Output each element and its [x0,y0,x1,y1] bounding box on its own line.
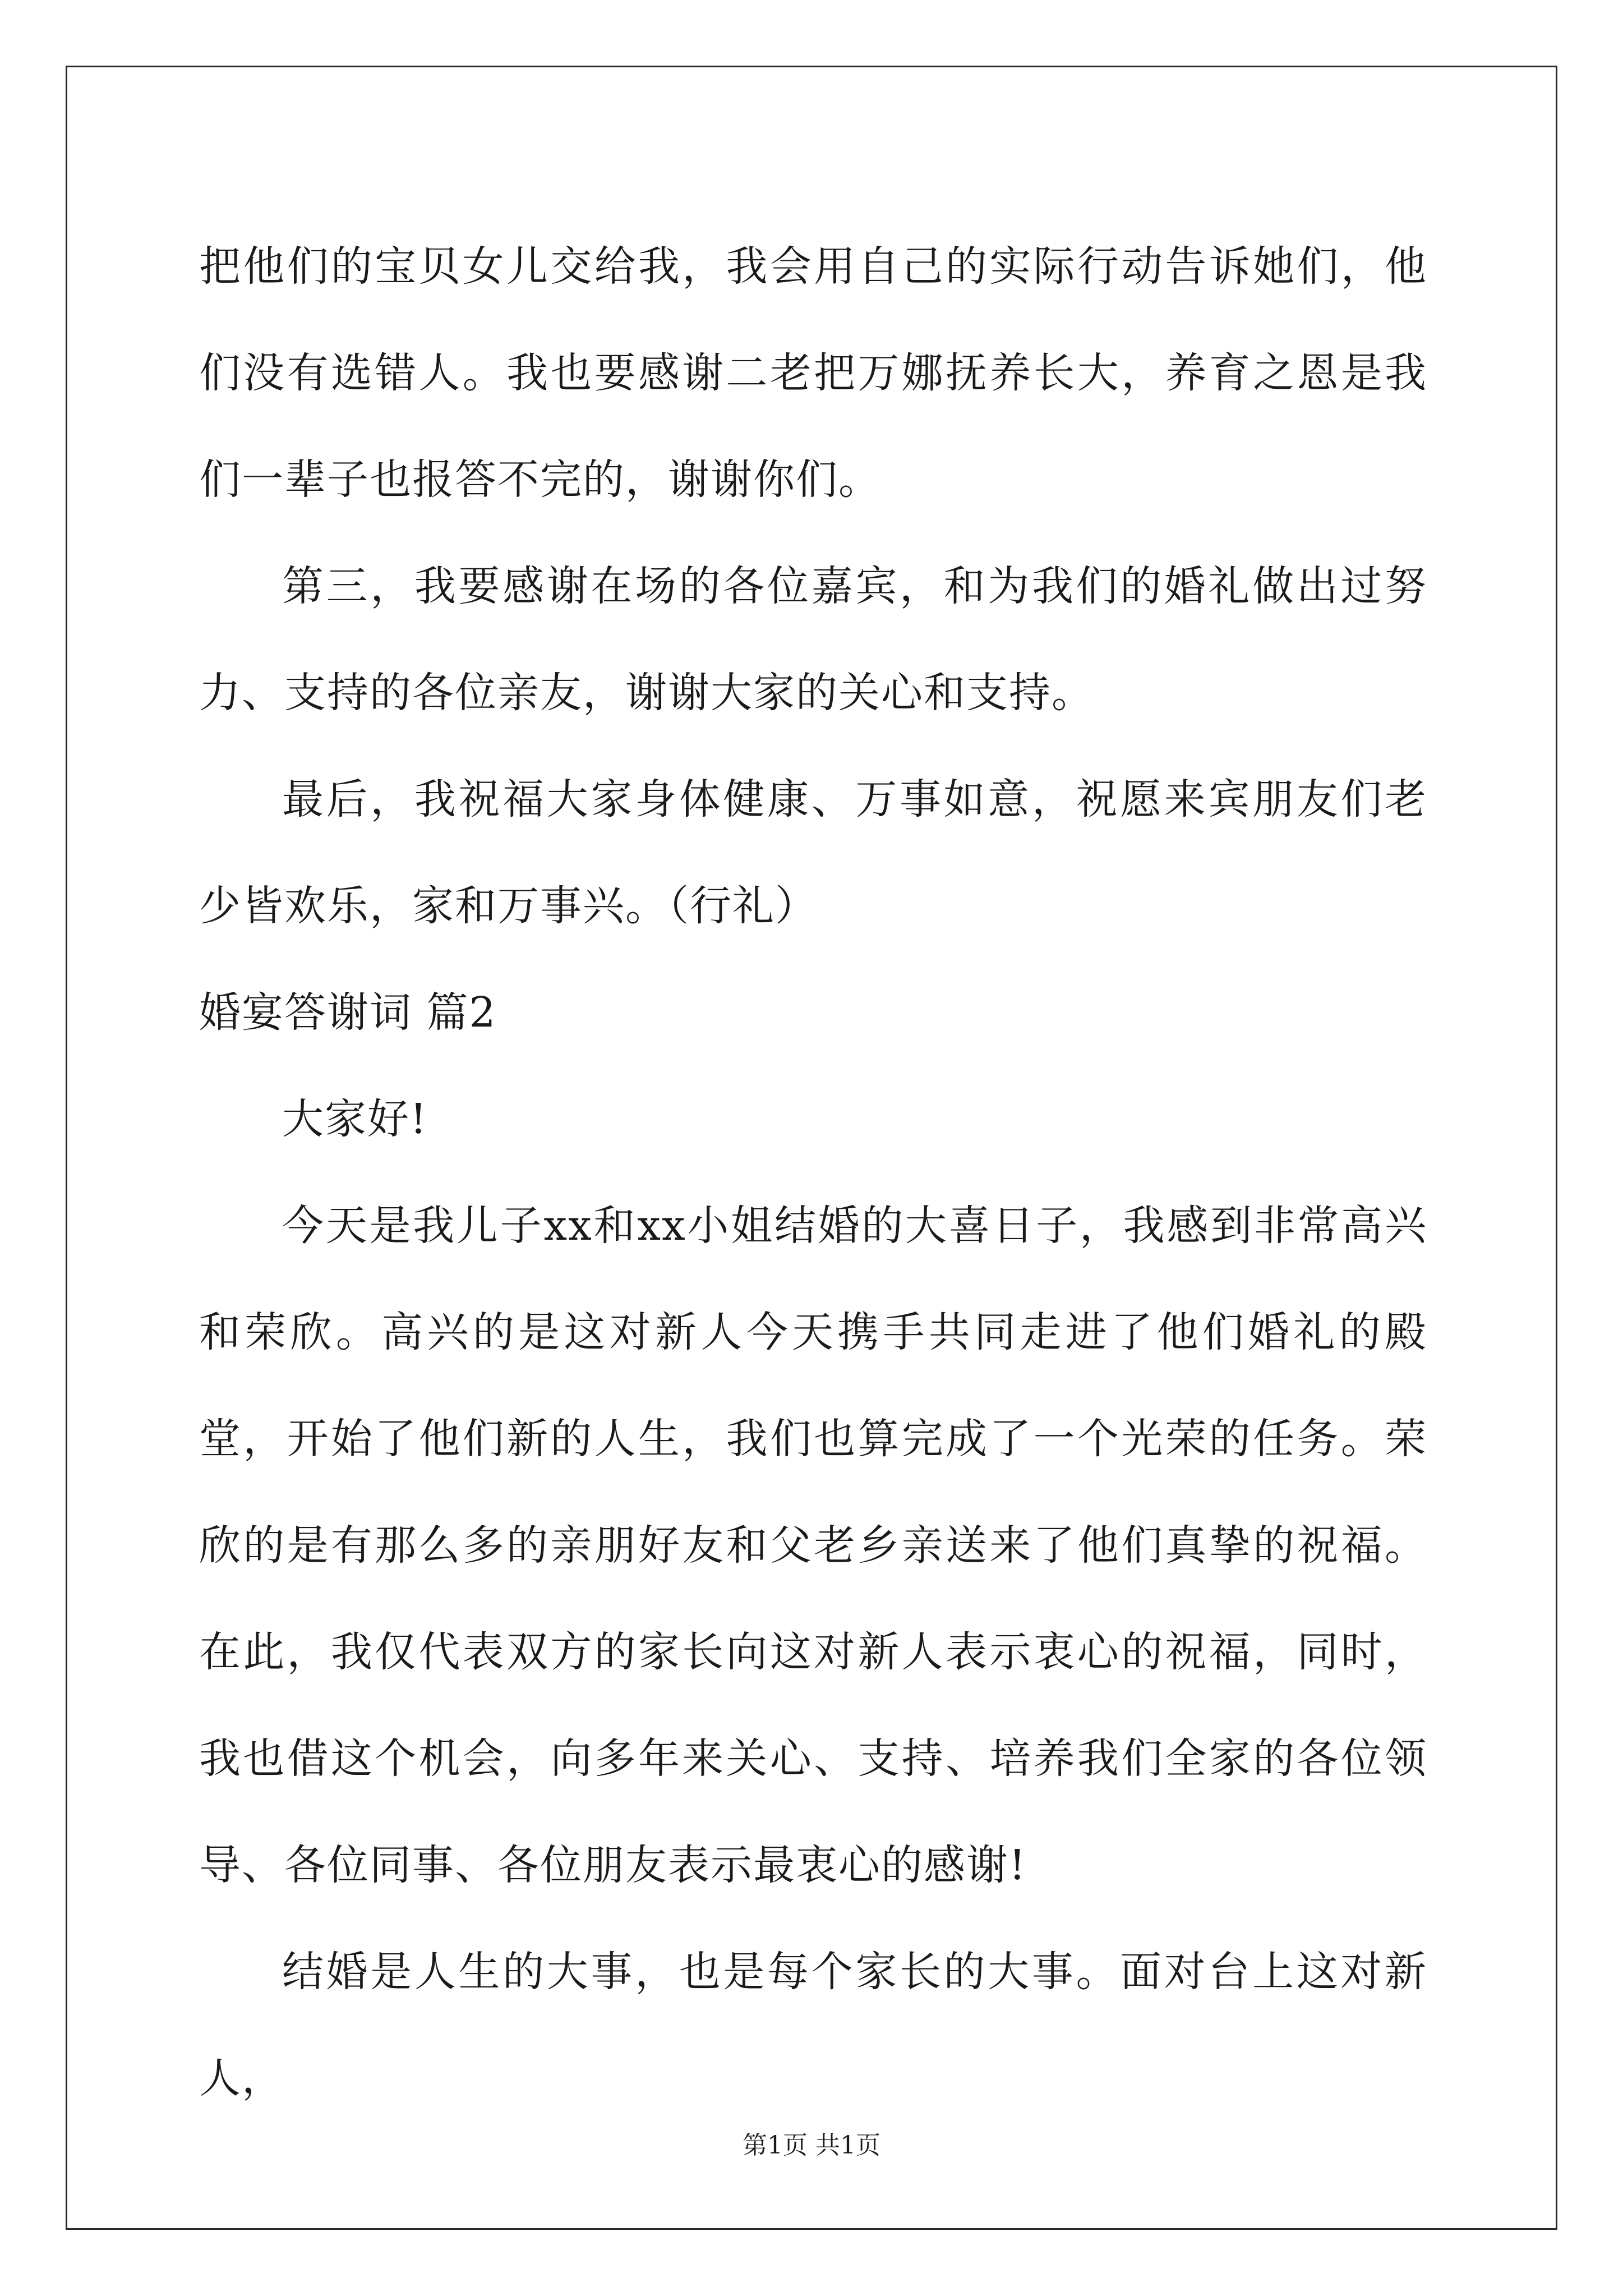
page-number-footer: 第1页 共1页 [743,2131,880,2160]
paragraph-1: 把他们的宝贝女儿交给我，我会用自己的实际行动告诉她们，他们没有选错人。我也要感谢二老把万娜抚养长大，养育之恩是我们一辈子也报答不完的，谢谢你们。 [199,242,1427,504]
paragraph-greeting: 大家好! [282,1095,428,1143]
section-heading: 婚宴答谢词 篇2 [199,988,497,1037]
paragraph-4: 今天是我儿子xx和xx小姐结婚的大喜日子，我感到非常高兴和荣欣。高兴的是这对新人今天携手共同走进了他们婚礼的殿堂，开始了他们新的人生，我们也算完成了一个光荣的任务。荣欣的是有那么多的亲朋好友和父老乡亲送来了他们真挚的祝福。在此，我仅代表双方的家长向这对新人表示衷心的祝福，同时，我也借这个机会，向多年来关心、支持、培养我们全家的各位领导、各位同事、各位朋友表示最衷心的感谢! [199,1202,1427,1889]
paragraph-5: 结婚是人生的大事，也是每个家长的大事。面对台上这对新人， [199,1948,1427,2102]
paragraph-3: 最后，我祝福大家身体健康、万事如意，祝愿来宾朋友们老少皆欢乐，家和万事兴。（行礼） [199,775,1427,930]
document-body [199,213,1427,2132]
paragraph-2: 第三，我要感谢在场的各位嘉宾，和为我们的婚礼做出过努力、支持的各位亲友，谢谢大家的关心和支持。 [199,562,1427,717]
